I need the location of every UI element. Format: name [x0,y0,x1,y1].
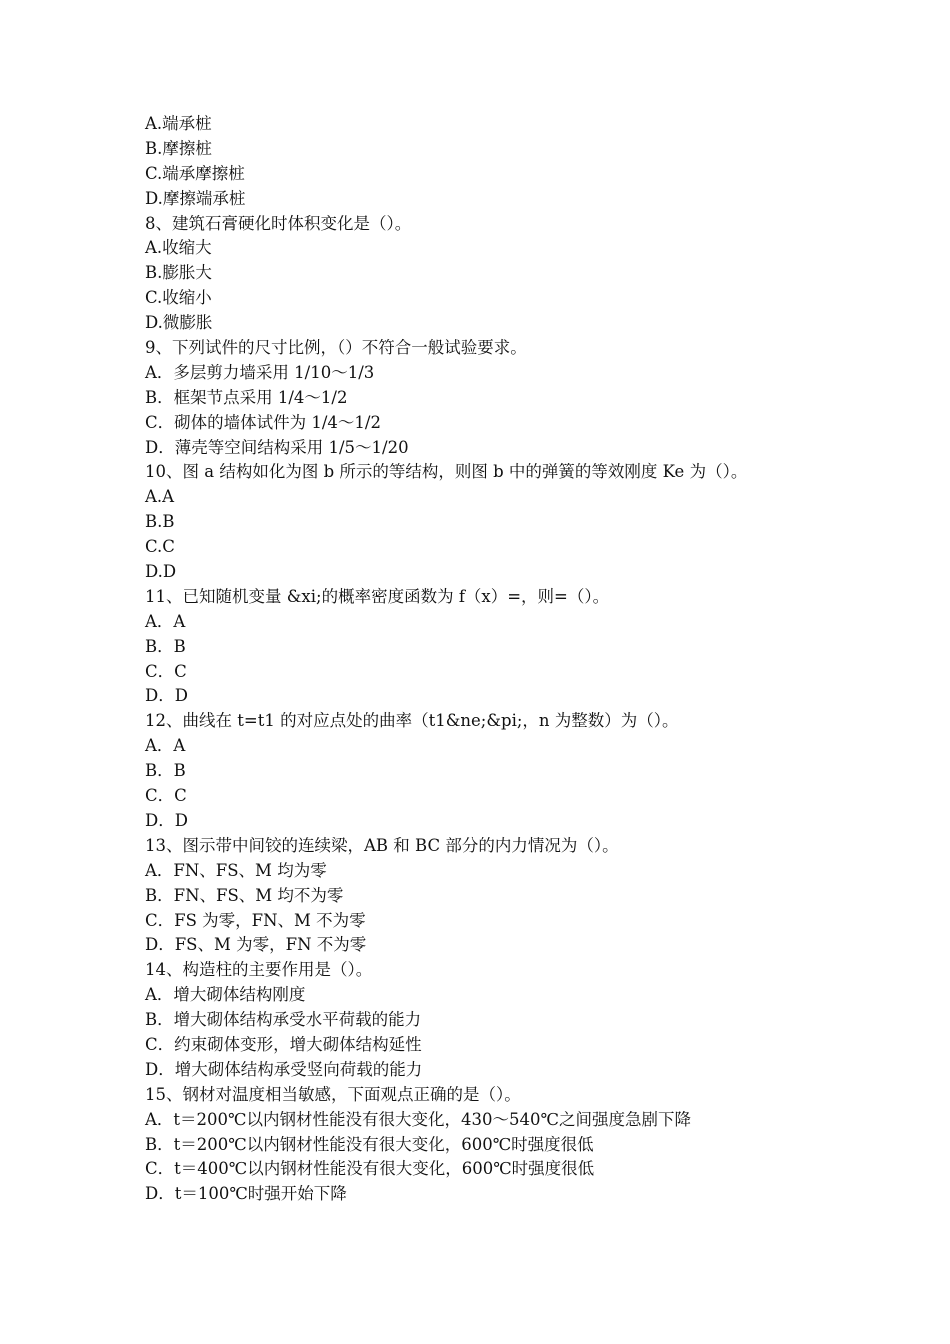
question-line: 12、曲线在 t=t1 的对应点处的曲率（t1&ne;&pi;，n 为整数）为（）。 [145,711,679,731]
question-line: 10、图 a 结构如化为图 b 所示的等结构，则图 b 中的弹簧的等效刚度 Ke 为（）。 [145,462,748,482]
question-line: 15、钢材对温度相当敏感，下面观点正确的是（）。 [145,1084,521,1104]
text-line: A.A [145,487,175,507]
text-line: C.端承摩擦桩 [145,163,245,183]
text-line: B．FN、FS、M 均不为零 [145,885,344,905]
text-line: D.摩擦端承桩 [145,188,246,208]
text-line: B．B [145,636,186,656]
text-line: D.D [145,562,177,582]
text-line: D．薄壳等空间结构采用 1/5～1/20 [145,437,409,457]
text-line: B．框架节点采用 1/4～1/2 [145,387,348,407]
question-line: 9、下列试件的尺寸比例，（）不符合一般试验要求。 [145,338,527,358]
text-line: C．砌体的墙体试件为 1/4～1/2 [145,412,381,432]
text-line: C．C [145,786,187,806]
text-line: B.B [145,512,175,532]
question-line: 13、图示带中间铰的连续梁，AB 和 BC 部分的内力情况为（）。 [145,835,619,855]
text-line: C．t＝400℃以内钢材性能没有很大变化，600℃时强度很低 [145,1159,595,1179]
text-line: D．D [145,810,188,830]
text-line: D．D [145,686,188,706]
text-line: C.C [145,537,175,557]
text-line: C．约束砌体变形，增大砌体结构延性 [145,1034,422,1054]
question-line: 11、已知随机变量 &xi;的概率密度函数为 f（x）=，则=（）。 [145,586,610,606]
text-line: A．多层剪力墙采用 1/10～1/3 [145,362,375,382]
text-line: D．FS、M 为零，FN 不为零 [145,935,367,955]
text-line: B.摩擦桩 [145,138,212,158]
text-line: A．FN、FS、M 均为零 [145,860,327,880]
text-line: D．增大砌体结构承受竖向荷载的能力 [145,1059,423,1079]
text-line: A．A [145,611,186,631]
text-line: D．t＝100℃时强开始下降 [145,1184,347,1204]
text-line: D.微膨胀 [145,313,213,333]
text-line: A．A [145,736,186,756]
text-line: A．增大砌体结构刚度 [145,985,306,1005]
text-line: B.膨胀大 [145,263,212,283]
text-line: C．FS 为零，FN、M 不为零 [145,910,366,930]
text-line: A．t＝200℃以内钢材性能没有很大变化，430～540℃之间强度急剧下降 [145,1109,691,1129]
text-line: C.收缩小 [145,288,212,308]
text-line: B．B [145,761,186,781]
text-line: A.收缩大 [145,238,212,258]
text-line: A.端承桩 [145,114,212,133]
text-line: B．增大砌体结构承受水平荷载的能力 [145,1010,422,1030]
text-line: B．t＝200℃以内钢材性能没有很大变化，600℃时强度很低 [145,1134,594,1154]
document-body [145,112,845,1207]
text-line: C．C [145,661,187,681]
question-line: 14、构造柱的主要作用是（）。 [145,960,373,980]
question-line: 8、建筑石膏硬化时体积变化是（）。 [145,213,412,233]
